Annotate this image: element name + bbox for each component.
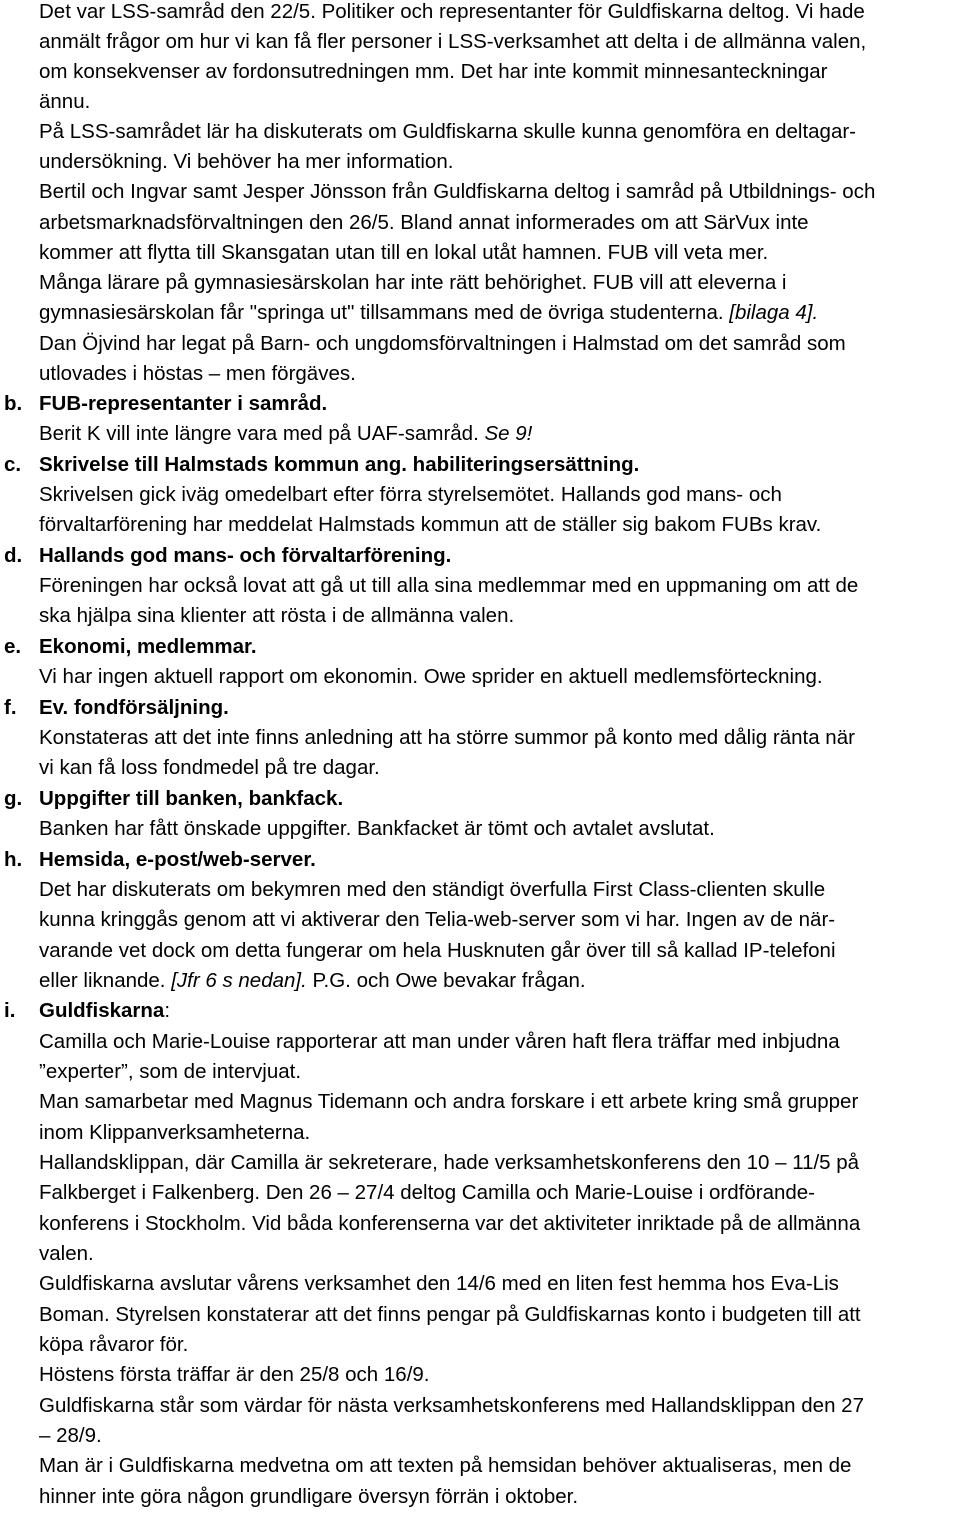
text-line: – 28/9. [39,1424,102,1447]
text-line: arbetsmarknadsförvaltningen den 26/5. Bland annat informerades om att SärVux inte [39,211,809,234]
text-line: anmält frågor om hur vi kan få fler personer i LSS-verksamhet att delta i de allmänna valen, [39,30,867,53]
text-line: Banken har fått önskade uppgifter. Bankfacket är tömt och avtalet avslutat. [39,817,715,840]
bilaga-reference: [bilaga 4]. [729,301,819,324]
text-line: Bertil och Ingvar samt Jesper Jönsson från Guldfiskarna deltog i samråd på Utbildnings- och [39,180,876,203]
text-line: Det var LSS-samråd den 22/5. Politiker och representanter för Guldfiskarna deltog. Vi hade [39,0,865,23]
text-line: Skrivelsen gick iväg omedelbart efter förra styrelsemötet. Hallands god mans- och [39,483,782,506]
text-line: kunna kringgås genom att vi aktiverar den Telia-web-server som vi har. Ingen av de när- [39,908,836,931]
section-label: b. [4,392,23,415]
section-heading: Guldfiskarna [39,999,165,1022]
text-line: Hallandsklippan, där Camilla är sekreterare, hade verksamhetskonferens den 10 – 11/5 på [39,1151,860,1174]
heading-suffix: : [164,999,171,1022]
text-line: Falkberget i Falkenberg. Den 26 – 27/4 deltog Camilla och Marie-Louise i ordförande- [39,1181,816,1204]
text-line [39,966,959,996]
text-line: undersökning. Vi behöver ha mer information. [39,150,454,173]
text-line: varande vet dock om detta fungerar om hela Husknuten går över till så kallad IP-telefoni [39,939,836,962]
text-line: Dan Öjvind har legat på Barn- och ungdomsförvaltningen i Halmstad om det samråd som [39,332,846,355]
text-line: Camilla och Marie-Louise rapporterar att man under våren haft flera träffar med inbjudna [39,1030,840,1053]
section-label: h. [4,848,23,871]
text-line [39,298,959,328]
section-label: i. [4,999,16,1022]
text-span: gymnasiesärskolan får "springa ut" tillsammans med de övriga studenterna. [39,301,730,324]
text-span: Berit K vill inte längre vara med på UAF-samråd. [39,422,485,445]
section-heading: Ev. fondförsäljning. [39,696,229,719]
text-span: eller liknande. [39,969,172,992]
text-line: Man är i Guldfiskarna medvetna om att texten på hemsidan behöver aktualiseras, men de [39,1454,852,1477]
section-label: d. [4,544,23,567]
section-heading: Hallands god mans- och förvaltarförening. [39,544,452,567]
text-line: valen. [39,1242,94,1265]
text-line: Guldfiskarna står som värdar för nästa verksamhetskonferens med Hallandsklippan den 27 [39,1394,864,1417]
section-heading: Hemsida, e-post/web-server. [39,848,316,871]
section-heading: Ekonomi, medlemmar. [39,635,257,658]
text-line: förvaltarförening har meddelat Halmstads kommun att de ställer sig bakom FUBs krav. [39,513,822,536]
text-line: Boman. Styrelsen konstaterar att det finns pengar på Guldfiskarnas konto i budgeten till att [39,1303,861,1326]
text-line: inom Klippanverksamheterna. [39,1121,311,1144]
text-line: Guldfiskarna avslutar vårens verksamhet den 14/6 med en liten fest hemma hos Eva-Lis [39,1272,839,1295]
text-line: Konstateras att det inte finns anledning att ha större summor på konto med dålig ränta när [39,726,855,749]
text-line: Man samarbetar med Magnus Tidemann och andra forskare i ett arbete kring små grupper [39,1090,859,1113]
text-line: hinner inte göra någon grundligare översyn förrän i oktober. [39,1485,579,1508]
text-line: utlovades i höstas – men förgäves. [39,362,356,385]
section-heading-line [39,996,959,1026]
text-line: konferens i Stockholm. Vid båda konferenserna var det aktiviteter inriktade på de allmänna [39,1212,861,1235]
section-reference: [Jfr 6 s nedan]. [171,969,307,992]
section-reference: Se 9! [484,422,533,445]
text-line: ”experter”, som de intervjuat. [39,1060,302,1083]
text-line: kommer att flytta till Skansgatan utan till en lokal utåt hamnen. FUB vill veta mer. [39,241,769,264]
section-label: c. [4,453,22,476]
section-label: g. [4,787,23,810]
section-heading: Uppgifter till banken, bankfack. [39,787,344,810]
text-line: köpa råvaror för. [39,1333,189,1356]
text-line: Många lärare på gymnasiesärskolan har inte rätt behörighet. FUB vill att eleverna i [39,271,787,294]
section-label: f. [4,696,17,719]
text-line: Höstens första träffar är den 25/8 och 16/9. [39,1363,430,1386]
section-heading: Skrivelse till Halmstads kommun ang. habiliteringsersättning. [39,453,640,476]
text-line [39,419,959,449]
section-label: e. [4,635,22,658]
text-line: ännu. [39,90,91,113]
text-line: Föreningen har också lovat att gå ut till alla sina medlemmar med en uppmaning om att de [39,574,859,597]
text-line: Det har diskuterats om bekymren med den ständigt överfulla First Class-clienten skulle [39,878,826,901]
text-line: vi kan få loss fondmedel på tre dagar. [39,756,380,779]
text-line: På LSS-samrådet lär ha diskuterats om Guldfiskarna skulle kunna genomföra en deltagar- [39,120,857,143]
section-heading: FUB-representanter i samråd. [39,392,328,415]
text-span: P.G. och Owe bevakar frågan. [306,969,586,992]
text-line: ska hjälpa sina klienter att rösta i de allmänna valen. [39,604,515,627]
text-line: om konsekvenser av fordonsutredningen mm. Det har inte kommit minnesanteckningar [39,60,828,83]
text-line: Vi har ingen aktuell rapport om ekonomin. Owe sprider en aktuell medlemsförteckning. [39,665,823,688]
